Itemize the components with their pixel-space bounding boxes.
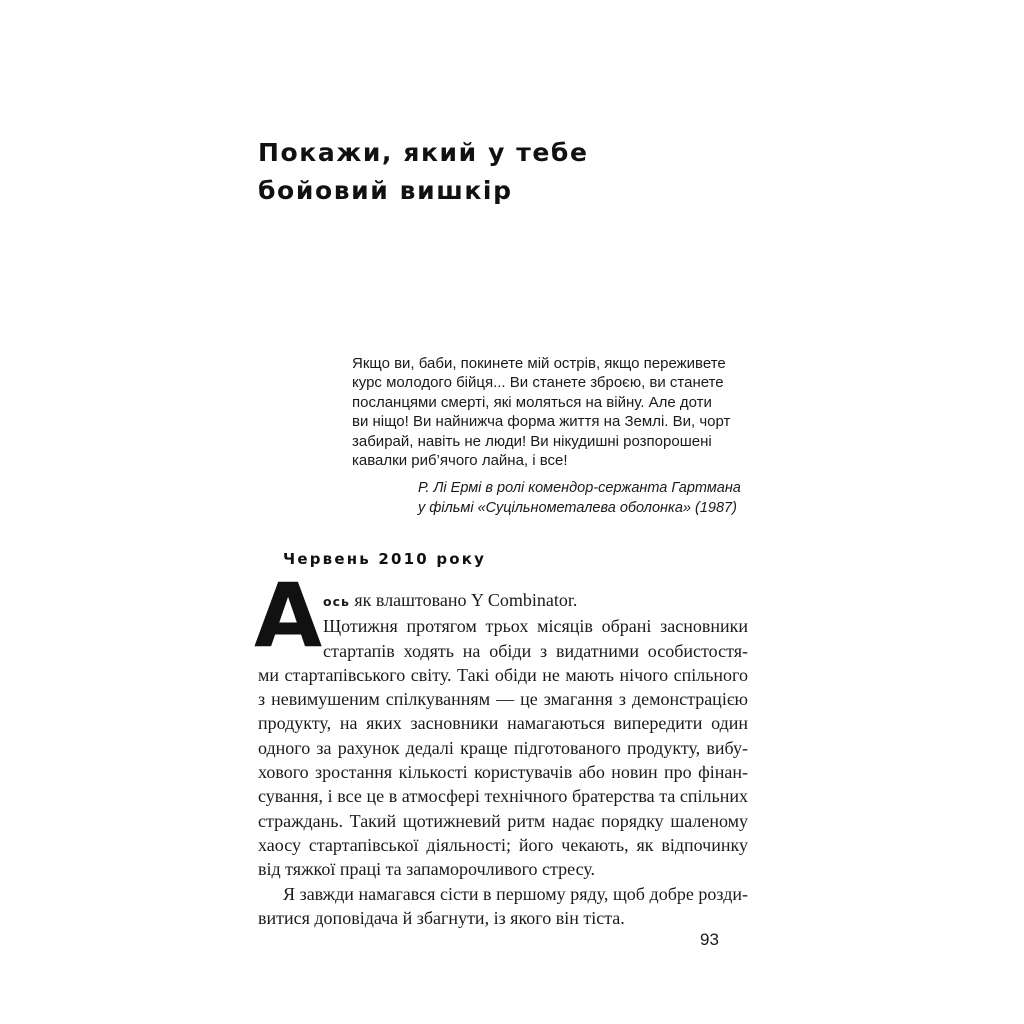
body-line: від тяжкої праці та запаморочливого стресу. (258, 859, 596, 880)
body-line: ми стартапівського світу. Такі обіди не мають нічого спільного (258, 664, 748, 685)
chapter-title-line: Покажи, який у тебе (258, 138, 589, 167)
epigraph-line: кавалки риб’ячого лайна, і все! (352, 452, 568, 470)
body-line: з невимушеним спілкуванням — це змагання з демонстрацією (258, 689, 748, 710)
epigraph-line: ви ніщо! Ви найнижча форма життя на Землі. Ви, чорт (352, 413, 731, 431)
epigraph-attribution (418, 479, 778, 518)
body-line: одного за рахунок дедалі краще підготованого продукту, вибу- (258, 737, 748, 758)
chapter-title (258, 134, 778, 210)
body-line: хаосу стартапівської діяльності; його чекають, як відпочинку (258, 834, 748, 855)
lead-in: ось (323, 594, 350, 609)
epigraph-line: забирай, навіть не люди! Ви нікудишні розпорошені (352, 432, 712, 450)
epigraph-line: курс молодого бійця... Ви станете зброєю, ви станете (352, 374, 724, 392)
body-text (258, 588, 748, 930)
body-line (258, 588, 748, 614)
first-line-text: як влаштовано Y Combinator. (349, 590, 578, 610)
body-line: витися доповідача й збагнути, із якого він тіста. (258, 907, 625, 928)
chapter-title-line: бойовий вишкір (258, 176, 513, 205)
epigraph-line: посланцями смерті, які моляться на війну. Але доти (352, 393, 712, 411)
body-line: страждань. Такий щотижневий ритм надає порядку шаленому (258, 810, 748, 831)
attribution-line: Р. Лі Ермі в ролі комендор-сержанта Гартмана (418, 480, 741, 496)
epigraph-line: Якщо ви, баби, покинете мій острів, якщо переживете (352, 355, 726, 372)
attribution-line: у фільмі «Суцільнометалева оболонка» (1987) (418, 499, 737, 516)
drop-cap: А (254, 564, 323, 667)
body-line: хового зростання кількості користувачів або новин про фінан- (258, 762, 748, 783)
body-line: Я завжди намагався сісти в першому ряду, щоб добре розди- (283, 883, 748, 904)
body-line: продукту, на яких засновники намагаються випередити один (258, 713, 748, 734)
body-line: стартапів ходять на обіди з видатними особистостя- (323, 640, 748, 661)
body-line: Щотижня протягом трьох місяців обрані засновники (323, 616, 748, 637)
epigraph-quote (352, 354, 772, 470)
body-line: сування, і все це в атмосфері технічного братерства та спільних (258, 786, 748, 807)
page-number: 93 (700, 930, 719, 949)
section-heading: Червень 2010 року (283, 550, 487, 568)
